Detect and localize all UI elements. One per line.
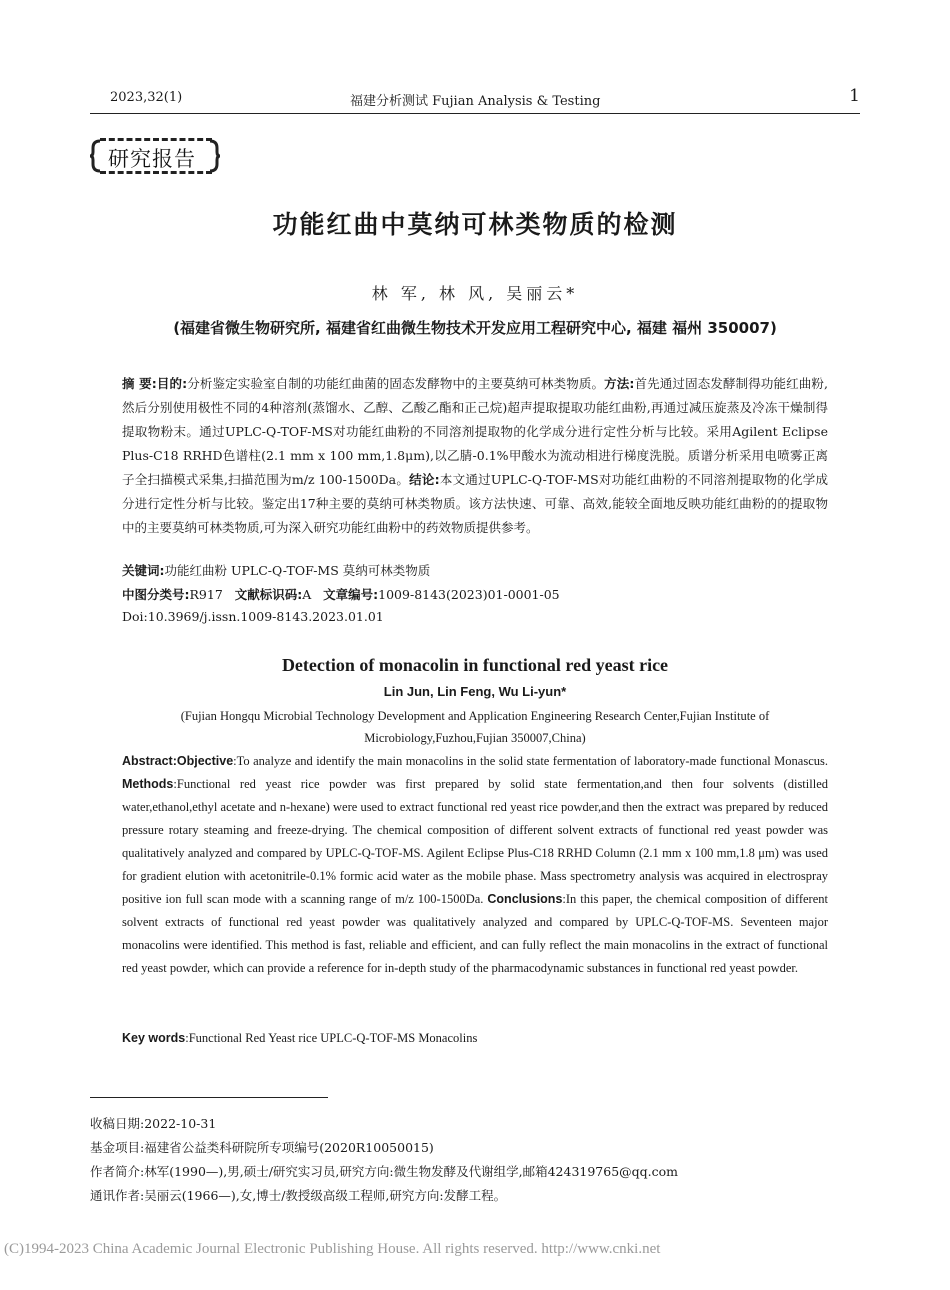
section-label: 研究报告 (108, 147, 196, 171)
footnote-received: 收稿日期:2022-10-31 (90, 1116, 217, 1131)
objective-en-label: Objective (176, 754, 234, 768)
header-rule (90, 113, 860, 114)
page-number: 1 (849, 86, 860, 106)
methods-cn-label: 方法: (604, 376, 635, 391)
methods-cn: 首先通过固态发酵制得功能红曲粉,然后分别使用极性不同的4种溶剂(蒸馏水、乙醇、乙酸乙酯和正己烷)超声提取提取功能红曲粉,再通过减压旋蒸及冷冻干燥制得提取物粉末。通过UPLC-Q-TOF-MS对功能红曲粉的不同溶剂提取物的化学成分进行定性分析与比较。采用Agilent Eclipse Plus-C18 RRHD色谱柱(2.1 mm x 100 mm,1.8μm),以乙腈-0.1%甲酸水为流动相进行梯度洗脱。质谱分析采用电喷雾正离子全扫描模式采集,扫描范围为m/z 100-1500Da。 (122, 376, 828, 487)
section-label-box (92, 138, 220, 174)
keywords-en-value: :Functional Red Yeast rice UPLC-Q-TOF-MS Monacolins (185, 1031, 478, 1045)
section-top-dash (100, 138, 212, 141)
abstract-en (122, 750, 828, 980)
copyright-watermark: (C)1994-2023 China Academic Journal Electronic Publishing House. All rights reserved. http://www.cnki.net (4, 1241, 661, 1257)
objective-en: :To analyze and identify the main monacolins in the solid state fermentation of laboratory-made functional Monascus. (233, 754, 828, 768)
conclusions-en-label: Conclusions (487, 892, 563, 906)
abstract-en-label: Abstract: (122, 754, 177, 768)
footnote-author-bio: 作者简介:林军(1990—),男,硕士/研究实习员,研究方向:微生物发酵及代谢组学,邮箱424319765@qq.com (90, 1164, 679, 1179)
title-en: Detection of monacolin in functional red yeast rice (281, 655, 669, 675)
footnote-rule (90, 1097, 328, 1098)
issue-info: 2023,32(1) (110, 90, 183, 105)
clc-label: 中图分类号: (122, 587, 190, 602)
conclusions-en: :In this paper, the chemical composition of different solvent extracts of functional red yeast powder was qualitatively analyzed and compared by UPLC-Q-TOF-MS. Seventeen major monacolins were identified. This method is fast, reliable and efficient, and can fully reflect the main monacolins in the extract of functional red yeast powder, which can provide a reference for in-depth study of the pharmacodynamic substances in functional red yeast powder. (122, 892, 828, 975)
clc-value: R917 (189, 587, 223, 602)
authors-cn: 林 军, 林 风, 吴丽云* (371, 284, 579, 303)
article-no-label: 文章编号: (323, 587, 379, 602)
running-header (90, 88, 860, 110)
authors-en: Lin Jun, Lin Feng, Wu Li-yun* (383, 684, 567, 699)
affiliation-en: (Fujian Hongqu Microbial Technology Development and Application Engineering Research Center,Fujian Institute of Microbiology,Fuzhou,Fujian 350007,China) (180, 709, 770, 745)
conclusions-cn: 本文通过UPLC-Q-TOF-MS对功能红曲粉的不同溶剂提取物的化学成分进行定性分析与比较。鉴定出17种主要的莫纳可林类物质。该方法快速、可靠、高效,能较全面地反映功能红曲粉的的提取物中的主要莫纳可林类物质,可为深入研究功能红曲粉中的药效物质提供参考。 (122, 472, 829, 535)
affiliation-cn: (福建省微生物研究所, 福建省红曲微生物技术开发应用工程研究中心, 福建 福州 350007) (173, 319, 777, 337)
doc-code-label: 文献标识码: (234, 587, 303, 602)
keywords-en (122, 1031, 477, 1046)
conclusions-cn-label: 结论: (409, 472, 440, 487)
keywords-cn (122, 561, 430, 579)
doc-code-value: A (302, 587, 312, 602)
brace-left-icon (90, 138, 104, 174)
footnote-fund: 基金项目:福建省公益类科研院所专项编号(2020R10050015) (90, 1140, 434, 1155)
keywords-cn-label: 关键词: (122, 563, 165, 578)
classification-line (122, 585, 560, 603)
abstract-cn-label: 摘 要: (122, 376, 157, 391)
article-no-value: 1009-8143(2023)01-0001-05 (378, 587, 560, 602)
title-cn: 功能红曲中莫纳可林类物质的检测 (272, 210, 678, 239)
keywords-cn-value: 功能红曲粉 UPLC-Q-TOF-MS 莫纳可林类物质 (164, 563, 431, 578)
objective-cn-label: 目的: (156, 376, 188, 391)
keywords-en-label: Key words (122, 1031, 186, 1045)
abstract-cn (122, 372, 828, 540)
journal-name: 福建分析测试 Fujian Analysis & Testing (350, 94, 601, 109)
brace-right-icon (208, 138, 222, 174)
methods-en: :Functional red yeast rice powder was first prepared by solid state fermentation,and then four solvents (distilled water,ethanol,ethyl acetate and n-hexane) were used to extract functional red yeast rice powder,and then the extract was prepared by reduced pressure rotary steaming and freeze-drying. The chemical composition of different solvent extracts of functional red yeast powder was qualitatively analyzed and compared by UPLC-Q-TOF-MS. Agilent Eclipse Plus-C18 RRHD Column (2.1 mm x 100 mm,1.8 μm) was used for gradient elution with acetonitrile-0.1% formic acid water as the mobile phase. Mass spectrometry analysis was acquired in electrospray positive ion full scan mode with a scanning range of m/z 100-1500Da. (122, 777, 828, 906)
doi: Doi:10.3969/j.issn.1009-8143.2023.01.01 (122, 609, 384, 624)
footnote-corresponding: 通讯作者:吴丽云(1966—),女,博士/教授级高级工程师,研究方向:发酵工程。 (90, 1188, 507, 1203)
methods-en-label: Methods (122, 777, 174, 791)
objective-cn: 分析鉴定实验室自制的功能红曲菌的固态发酵物中的主要莫纳可林类物质。 (187, 376, 605, 391)
